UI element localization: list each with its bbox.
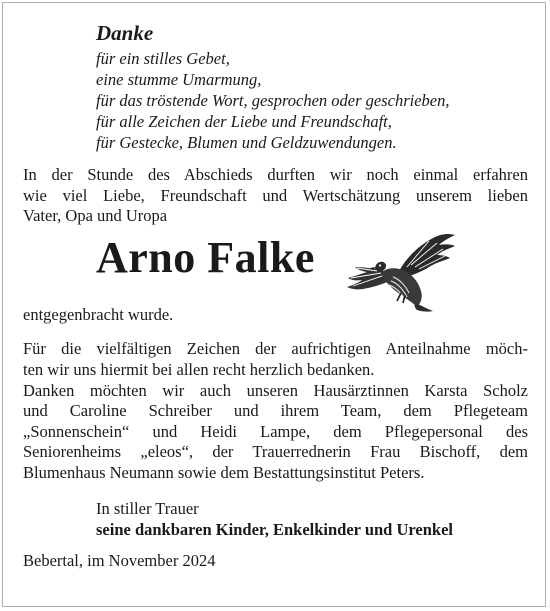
intro-line: Vater, Opa und Uropa [23, 206, 168, 226]
mourning-line: In stiller Trauer [96, 498, 199, 518]
signature-block [96, 498, 528, 540]
gratitude-line: Danken möchten wir auch unseren Hausärztinnen Karsta Scholz [23, 380, 528, 400]
intro-line: In der Stunde des Abschieds durften wir noch einmal erfahren [23, 165, 528, 184]
place-date: Bebertal, im November 2024 [23, 550, 216, 570]
deceased-name: Arno Falke [96, 232, 315, 282]
family-signature: seine dankbaren Kinder, Enkelkinder und Urenkel [96, 519, 453, 539]
gratitude-line: Blumenhaus Neumann sowie dem Bestattungsinstitut Peters. [23, 462, 425, 482]
intro-paragraph [23, 165, 528, 227]
hawk-icon [345, 231, 457, 313]
gratitude-line: und Caroline Schreiber und ihrem Team, dem Pflegeteam [23, 401, 528, 421]
thanks-line: für Gestecke, Blumen und Geldzuwendungen. [96, 133, 397, 152]
intro-line: wie viel Liebe, Freundschaft und Wertschätzung unserem lieben [23, 185, 528, 205]
thanks-line: für das tröstende Wort, gesprochen oder geschrieben, [96, 91, 450, 110]
danke-heading: Danke [96, 21, 154, 45]
name-row [23, 231, 528, 299]
thanks-line: eine stumme Umarmung, [96, 70, 262, 89]
gratitude-paragraph [23, 339, 528, 483]
after-name-line: entgegenbracht wurde. [23, 304, 174, 324]
gratitude-line: ten wir uns hiermit bei allen recht herzlich bedanken. [23, 359, 375, 379]
thanks-list [96, 48, 528, 153]
gratitude-line: „Sonnenschein“ und Heidi Lampe, dem Pflegepersonal des [23, 421, 528, 441]
obituary-notice [23, 20, 528, 571]
thanks-line: für ein stilles Gebet, [96, 49, 230, 68]
thanks-line: für alle Zeichen der Liebe und Freundschaft, [96, 112, 392, 131]
gratitude-line: Für die vielfältigen Zeichen der aufrichtigen Anteilnahme möch- [23, 339, 528, 359]
gratitude-line: Seniorenheims „eleos“, der Trauerrednerin Frau Bischoff, dem [23, 442, 528, 462]
